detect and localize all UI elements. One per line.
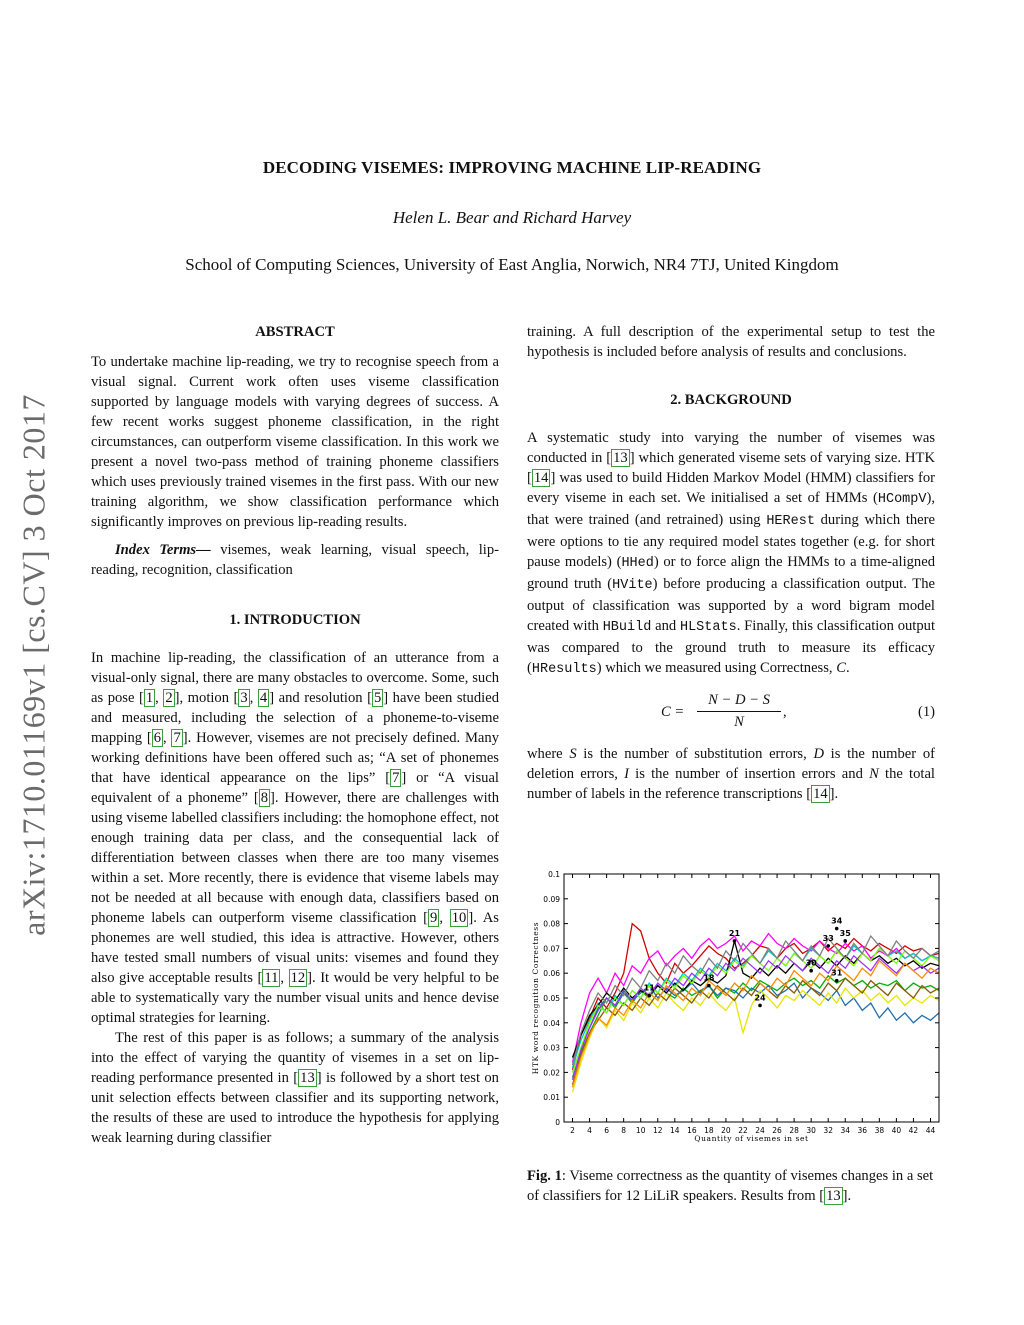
equation-number: (1)	[917, 704, 935, 720]
index-terms-text: visemes, weak learning, visual speech, lip-reading, recognition, classification	[91, 542, 500, 578]
x-tick-label: 20	[721, 1126, 731, 1135]
y-tick-label: 0.1	[548, 870, 560, 879]
abstract-text: To undertake machine lip-reading, we try to recognise speech from a visual signal. Current work often uses viseme classification supported by language models with varying degrees of success. A few recent works suggest phoneme classification, in the right circumstances, can outperform viseme classification. In this work we present a novel two-pass method of training phoneme classifiers which uses previously trained visemes in the first pass. With our new training algorithm, we show classification performance which significantly improves on previous lip-reading results.	[91, 354, 499, 530]
intro-paragraph-2: The rest of this paper is as follows; a summary of the analysis into the effect of varying the quantity of visemes in a set on lip-reading performance presented in [ 13 ] is followed by a short test on unit selection effects between classifier and its supporting network, the results of these are used to introduce the hypothesis for applying weak learning during classifier	[91, 1030, 499, 1146]
citation-link[interactable]: 10	[451, 910, 467, 926]
annotation-point	[835, 927, 839, 931]
code-hresults: HResults	[531, 662, 597, 677]
citation-link[interactable]: 8	[260, 790, 269, 806]
equation-comma: ,	[783, 704, 787, 720]
annotation-label: 18	[703, 973, 715, 983]
y-tick-label: 0.04	[543, 1018, 560, 1028]
x-tick-label: 40	[891, 1126, 902, 1135]
equation-lhs: C =	[661, 704, 685, 720]
x-tick-label: 26	[772, 1126, 782, 1135]
series-line-speaker-12	[573, 958, 940, 1088]
x-tick-label: 38	[874, 1126, 885, 1135]
annotation-point	[835, 979, 839, 983]
annotation-point	[733, 939, 737, 943]
annotation-point	[809, 969, 813, 973]
annotation-label: 35	[839, 928, 851, 938]
y-tick-label: 0.09	[543, 894, 560, 904]
abstract-heading: ABSTRACT	[255, 324, 335, 340]
index-terms	[91, 540, 499, 580]
x-tick-label: 30	[806, 1126, 816, 1135]
x-axis-label: Quantity of visemes in set	[694, 1134, 809, 1143]
y-tick-label: 0.07	[543, 944, 560, 954]
y-tick-label: 0.03	[543, 1043, 560, 1053]
equation-numerator: N − D − S	[697, 690, 781, 712]
x-tick-label: 28	[789, 1126, 799, 1135]
series-line-speaker-5	[573, 988, 940, 1092]
code-hbuild: HBuild	[602, 620, 652, 635]
background-paragraph: A systematic study into varying the number of visemes was conducted in [ 13 ] which generated viseme sets of varying size. HTK [ 14 ] was used to build Hidden Markov Model (HMM) classifiers for every viseme in each set. We initialised a set of HMMs (HCompV), that were trained (and retrained) using HERest during which there were options to tie any required model states together (e.g. for short pause models) (HHed) or to force align the HMMs to a time-aligned ground truth (HVite) before producing a classification output. The output of classification was supported by a word bigram model created with HBuild and HLStats. Finally, this classification output was compared to the ground truth to measure its efficacy (HResults) which we measured using Correctness, C.	[527, 430, 936, 677]
citation-link[interactable]: 2	[165, 690, 173, 706]
figure-caption: Fig. 1: Viseme correctness as the quantity of visemes changes in a set of classifiers for 12 LiLiR speakers. Results from [ 13 ].	[527, 1168, 934, 1204]
x-tick-label: 10	[635, 1126, 646, 1135]
equation-explanation: where S is the number of substitution errors, D is the number of deletion errors, I is the number of insertion errors and N the total number of labels in the reference transcriptions [ 14 ].	[527, 746, 935, 802]
x-tick-label: 12	[652, 1126, 663, 1135]
annotation-label: 33	[822, 933, 834, 943]
series-line-speaker-10	[573, 956, 940, 1080]
code-hhed: HHed	[621, 556, 654, 571]
x-tick-label: 32	[823, 1126, 833, 1135]
citation-link[interactable]: 1	[145, 690, 154, 706]
background-heading: 2. BACKGROUND	[670, 392, 792, 408]
x-tick-label: 4	[587, 1126, 592, 1135]
x-tick-label: 18	[704, 1126, 714, 1135]
annotation-label: 34	[831, 916, 843, 926]
arxiv-id: arXiv:1710.01169v1 [cs.CV] 3 Oct 2017	[15, 394, 52, 936]
annotation-point	[843, 939, 847, 943]
citation-link[interactable]: 6	[153, 730, 162, 746]
intro-paragraph-1: In machine lip-reading, the classification of an utterance from a visual-only signal, there are many obstacles to overcome. Some, such as pose [ 1 , 2 ], motion [ 3 , 4 ] and resolution [ 5 ] have been studied and measured, including the selection of a phoneme-to-viseme mapping [ 6 , 7 ]. However, visemes are not precisely defined. Many working definitions have been offered such as; “A set of phonemes that have identical appearance on the lips” [ 7 ] or “A visual equivalent of a phoneme” [ 8 ]. However, there are challenges with using viseme labelled classifiers including: the homophone effect, not enough training data per class, and the consequential lack of differentiation between classes when there are too many visemes within a set. More recently, there is evidence that viseme labels may not be needed at all because with enough data, classifiers based on phoneme labels can outperform viseme classification [ 9 , 10 ]. As phonemes are well studied, this idea is attractive. However, others have tested small numbers of visual units: visemes and found they also give acceptable results [ 11 , 12 ]. It would be very helpful to be able to systematically vary the number visual units and hence devise optimal strategies for learning.	[91, 650, 499, 1026]
citation-link[interactable]: 13	[300, 1070, 315, 1086]
x-tick-label: 14	[670, 1126, 680, 1135]
citation-link[interactable]: 12	[290, 970, 306, 986]
equation-1	[527, 688, 935, 734]
annotation-label: 21	[728, 928, 741, 938]
x-tick-label: 34	[840, 1126, 851, 1135]
right-column	[527, 322, 935, 804]
y-tick-label: 0.06	[543, 969, 560, 979]
code-hlstats: HLStats	[679, 620, 737, 635]
citation-link[interactable]: 13	[613, 450, 628, 466]
y-tick-label: 0.02	[543, 1068, 560, 1078]
intro-continuation: training. A full description of the experimental setup to test the hypothesis is included before analysis of results and conclusions.	[527, 324, 935, 360]
paper-affiliation: School of Computing Sciences, University of East Anglia, Norwich, NR4 7TJ, United Kingdom	[185, 255, 839, 274]
x-tick-label: 44	[925, 1126, 936, 1135]
citation-link[interactable]: 13	[826, 1188, 841, 1204]
equation-denominator: N	[734, 714, 744, 730]
viseme-correctness-chart	[527, 866, 947, 1166]
citation-link[interactable]: 7	[173, 730, 181, 746]
x-tick-label: 22	[738, 1126, 748, 1135]
citation-link[interactable]: 14	[813, 786, 828, 802]
annotation-point	[707, 984, 711, 988]
code-hvite: HVite	[612, 578, 653, 593]
y-axis-label: HTK word recognition Correctness	[531, 921, 540, 1075]
equation-fraction	[697, 690, 781, 732]
x-tick-label: 42	[908, 1126, 919, 1135]
annotation-point	[647, 994, 651, 998]
series-line-speaker-9	[573, 948, 940, 1072]
x-tick-label: 24	[755, 1126, 765, 1135]
intro-heading: 1. INTRODUCTION	[229, 612, 361, 628]
x-tick-label: 8	[621, 1126, 627, 1135]
citation-link[interactable]: 7	[392, 770, 400, 786]
x-tick-label: 36	[857, 1126, 868, 1135]
annotation-label: 24	[754, 993, 766, 1003]
citation-link[interactable]: 5	[373, 690, 382, 706]
annotation-label: 31	[831, 968, 843, 978]
paper-authors: Helen L. Bear and Richard Harvey	[392, 208, 632, 227]
citation-link[interactable]: 3	[240, 690, 248, 706]
left-column	[91, 322, 499, 1148]
annotation-label: 30	[805, 958, 817, 968]
paper-title: DECODING VISEMES: IMPROVING MACHINE LIP-READING	[262, 158, 762, 177]
code-herest: HERest	[766, 514, 815, 529]
annotation-point	[758, 1004, 762, 1008]
citation-link[interactable]: 9	[430, 910, 438, 926]
y-tick-label: 0.05	[543, 994, 560, 1003]
code-hcompv: HCompV	[877, 492, 927, 507]
annotation-label: 11	[643, 983, 655, 993]
figure-1	[527, 866, 947, 1166]
x-tick-label: 6	[604, 1126, 610, 1135]
x-tick-label: 2	[570, 1126, 575, 1135]
y-tick-label: 0.01	[543, 1093, 560, 1103]
annotation-point	[826, 944, 830, 948]
x-tick-label: 16	[687, 1126, 697, 1135]
citation-link[interactable]: 4	[259, 690, 268, 706]
y-tick-label: 0.08	[543, 919, 560, 929]
y-tick-label: 0	[555, 1118, 560, 1127]
index-terms-label: Index Terms—	[115, 542, 211, 558]
citation-link[interactable]: 14	[533, 470, 549, 486]
citation-link[interactable]: 11	[264, 970, 279, 986]
arxiv-stamp	[14, 370, 54, 960]
